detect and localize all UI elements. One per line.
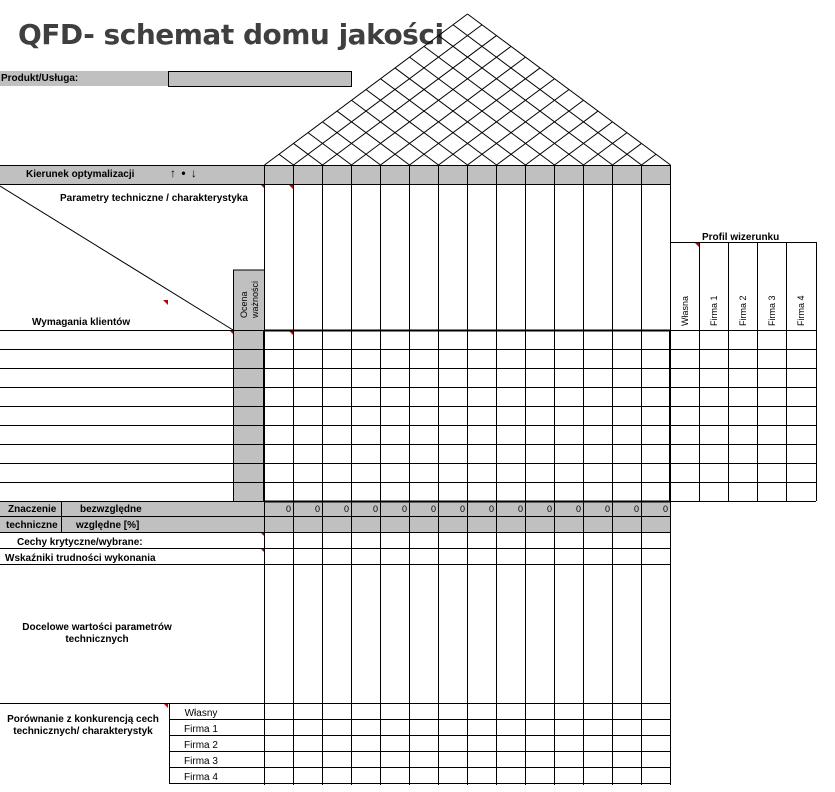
arrow-up-icon: ↑ (170, 166, 176, 180)
page-title: QFD- schemat domu jakości (18, 18, 444, 51)
absolute-significance-value: 0 (546, 504, 552, 514)
roof-line (453, 25, 642, 165)
absolute-significance-value: 0 (343, 504, 349, 514)
profile-col-firm3: Firma 3 (767, 295, 777, 326)
profile-col-firm2: Firma 2 (738, 295, 748, 326)
absolute-significance-value: 0 (459, 504, 465, 514)
dot-icon: • (181, 166, 186, 180)
comparison-row-firm4: Firma 4 (184, 772, 218, 783)
target-label: Docelowe wartości parametrów technicznych (22, 622, 172, 645)
significance-label-1: Znaczenie (8, 504, 57, 515)
comparison-row-firm1: Firma 1 (184, 724, 218, 735)
comparison-row-own: Własny (184, 708, 218, 719)
absolute-significance-value: 0 (314, 504, 320, 514)
profile-col-firm4: Firma 4 (796, 295, 806, 326)
significance-absolute: bezwzględne (80, 504, 142, 515)
absolute-significance-value: 0 (604, 504, 610, 514)
absolute-significance-value: 0 (488, 504, 494, 514)
profile-label: Profil wizerunku (702, 232, 780, 243)
significance-label-2: techniczne (6, 520, 58, 531)
absolute-significance-value: 0 (517, 504, 523, 514)
roof-line (279, 154, 294, 165)
roof-line (366, 90, 468, 166)
comparison-label: Porównanie z konkurencją cech technicznych/ charakterystyk (7, 714, 159, 737)
roof-line (337, 111, 410, 165)
arrow-down-icon: ↓ (190, 166, 197, 180)
comparison-row-firm2: Firma 2 (184, 740, 218, 751)
difficulty-label: Wskaźniki trudności wykonania (5, 553, 156, 564)
importance-label-2: ważności (250, 280, 260, 318)
absolute-significance-value: 0 (401, 504, 407, 514)
absolute-significance-value: 0 (285, 504, 291, 514)
tech-params-label: Parametry techniczne / charakterystyka (60, 193, 248, 204)
roof-line (468, 90, 570, 166)
roof-line (642, 154, 657, 165)
product-label: Produkt/Usługa: (1, 73, 79, 84)
absolute-significance-value: 0 (575, 504, 581, 514)
roof-line (294, 25, 483, 165)
roof-line (395, 68, 526, 165)
roof-line (424, 46, 584, 165)
header-diagonal (0, 186, 233, 330)
absolute-significance-value: 0 (662, 504, 668, 514)
direction-label: Kierunek optymalizacji (26, 169, 135, 180)
comparison-row-firm3: Firma 3 (184, 756, 218, 767)
absolute-significance-value: 0 (372, 504, 378, 514)
absolute-significance-value: 0 (633, 504, 639, 514)
absolute-significance-value: 0 (430, 504, 436, 514)
roof-line (352, 46, 512, 165)
profile-col-firm1: Firma 1 (709, 295, 719, 326)
roof-line (526, 111, 599, 165)
customer-req-label: Wymagania klientów (32, 317, 131, 328)
profile-col-own: Własna (680, 295, 690, 326)
importance-label-1: Ocena (239, 291, 249, 318)
roof-line (410, 68, 541, 165)
critical-label: Cechy krytyczne/wybrane: (17, 537, 143, 548)
significance-relative: względne [%] (76, 520, 140, 531)
